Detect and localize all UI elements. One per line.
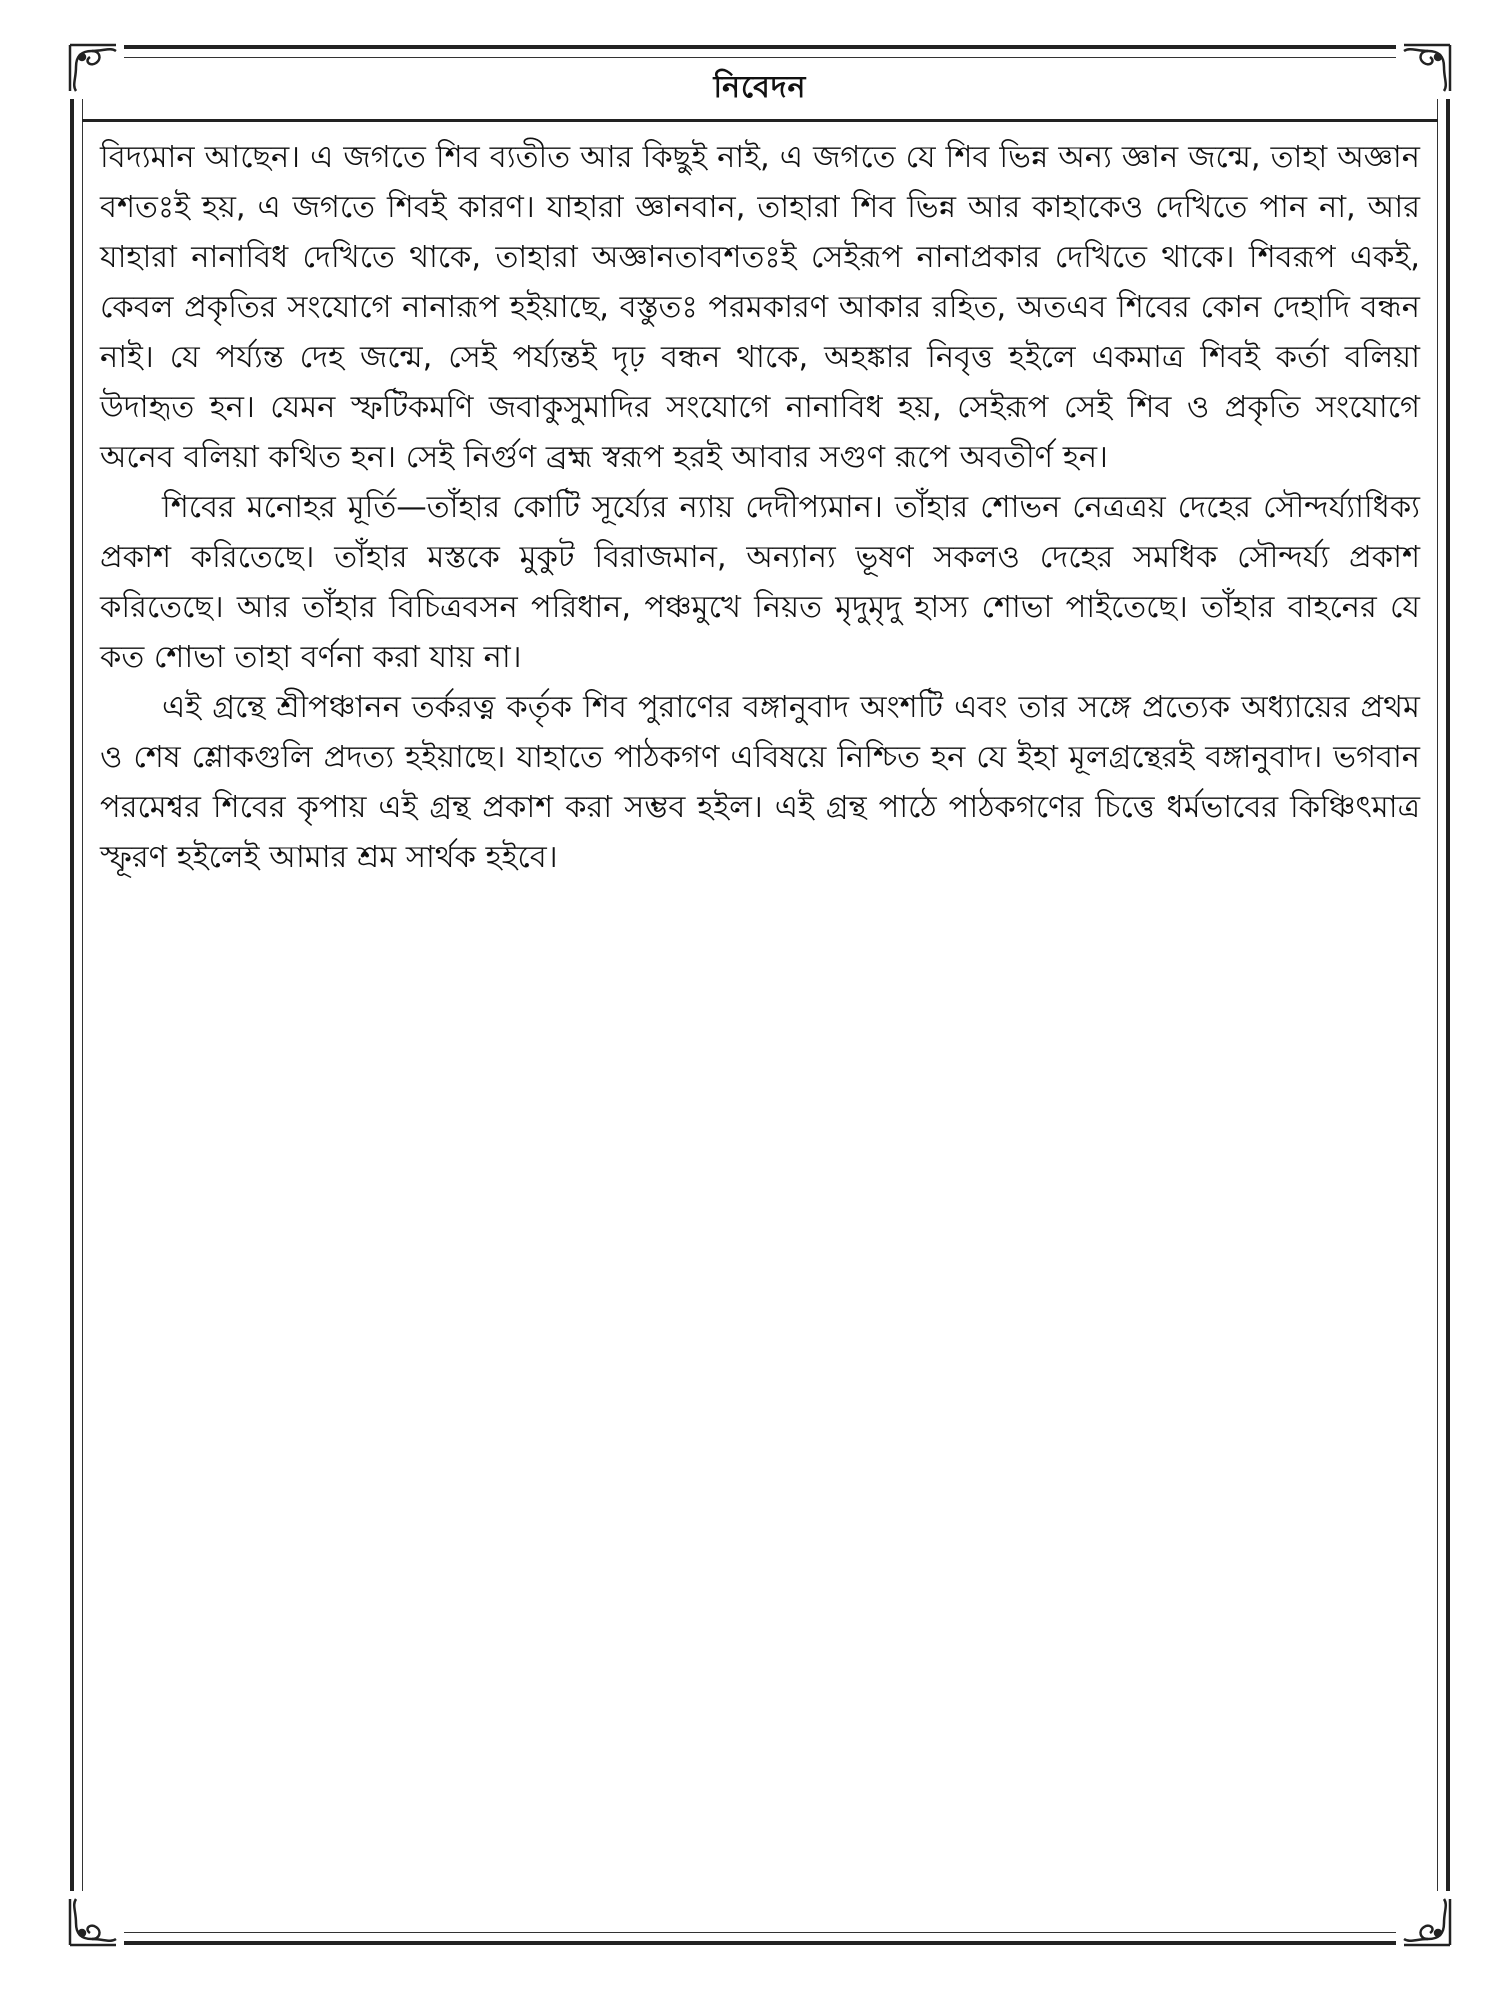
- corner-ornament-icon: [62, 1891, 124, 1953]
- paragraph: এই গ্রন্থে শ্রীপঞ্চানন তর্করত্ন কর্তৃক শিব পুরাণের বঙ্গানুবাদ অংশটি এবং তার সঙ্গে প্রত্যেক অধ্যায়ের প্রথম ও শেষ শ্লোকগুলি প্রদত্য হইয়াছে। যাহাতে পাঠকগণ এবিষয়ে নিশ্চিত হন যে ইহা মূলগ্রন্থেরই বঙ্গানুবাদ। ভগবান পরমেশ্বর শিবের কৃপায় এই গ্রন্থ প্রকাশ করা সম্ভব হইল। এই গ্রন্থ পাঠে পাঠকগণের চিত্তে ধর্মভাবের কিঞ্চিৎমাত্র স্ফূরণ হইলেই আমার শ্রম সার্থক হইবে।: [100, 690, 1420, 875]
- page-header: [82, 57, 1438, 122]
- paragraph: শিবের মনোহর মূর্তি—তাঁহার কোটি সূর্য্যের ন্যায় দেদীপ্যমান। তাঁহার শোভন নেত্রত্রয় দেহের সৌন্দর্য্যাধিক্য প্রকাশ করিতেছে। তাঁহার মস্তকে মুকুট বিরাজমান, অন্যান্য ভূষণ সকলও দেহের সমধিক সৌন্দর্য্য প্রকাশ করিতেছে। আর তাঁহার বিচিত্রবসন পরিধান, পঞ্চমুখে নিয়ত মৃদুমৃদু হাস্য শোভা পাইতেছে। তাঁহার বাহনের যে কত শোভা তাহা বর্ণনা করা যায় না।: [100, 490, 1420, 675]
- page-border-frame: [70, 45, 1450, 1945]
- body-text: [100, 133, 1420, 883]
- corner-ornament-icon: [1396, 1891, 1458, 1953]
- paragraph: বিদ্যমান আছেন। এ জগতে শিব ব্যতীত আর কিছুই নাই, এ জগতে যে শিব ভিন্ন অন্য জ্ঞান জন্মে, তাহা অজ্ঞান বশতঃই হয়, এ জগতে শিবই কারণ। যাহারা জ্ঞানবান, তাহারা শিব ভিন্ন আর কাহাকেও দেখিতে পান না, আর যাহারা নানাবিধ দেখিতে থাকে, তাহারা অজ্ঞানতাবশতঃই সেইরূপ নানাপ্রকার দেখিতে থাকে। শিবরূপ একই, কেবল প্রকৃতির সংযোগে নানারূপ হইয়াছে, বস্তুতঃ পরমকারণ আকার রহিত, অতএব শিবের কোন দেহাদি বন্ধন নাই। যে পর্য্যন্ত দেহ জন্মে, সেই পর্য্যন্তই দৃঢ় বন্ধন থাকে, অহঙ্কার নিবৃত্ত হইলে একমাত্র শিবই কর্তা বলিয়া উদাহৃত হন। যেমন স্ফটিকমণি জবাকুসুমাদির সংযোগে নানাবিধ হয়, সেইরূপ সেই শিব ও প্রকৃতি সংযোগে অনেব বলিয়া কথিত হন। সেই নির্গুণ ব্রহ্ম স্বরূপ হরই আবার সগুণ রূপে অবতীর্ণ হন।: [100, 140, 1420, 475]
- page-title: নিবেদন: [713, 69, 807, 105]
